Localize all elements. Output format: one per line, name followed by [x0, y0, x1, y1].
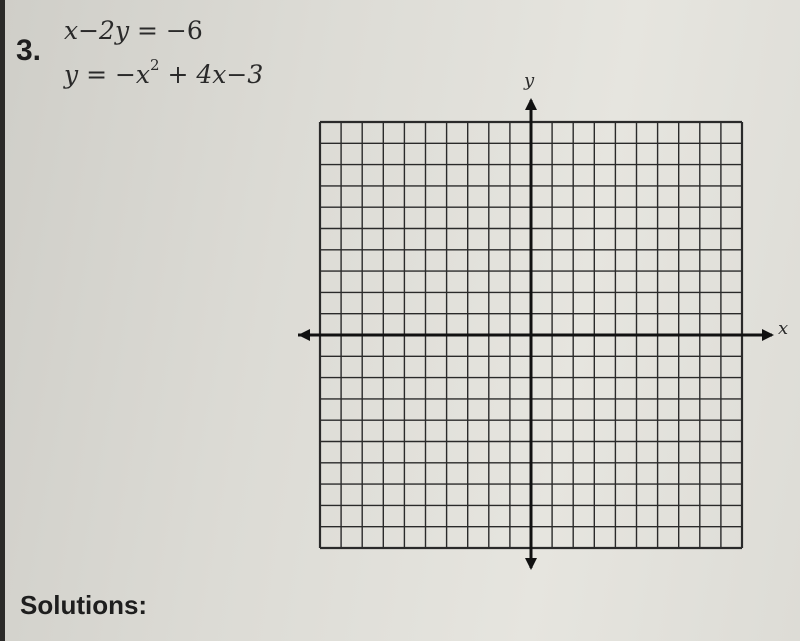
y-axis-arrow-down	[525, 558, 537, 570]
equation-linear-rhs: −6	[165, 16, 203, 45]
equation-linear-lhs: x−2y	[64, 16, 130, 45]
equation-quadratic-prefix: −x	[114, 60, 151, 89]
equation-quadratic-rest: + 4x−3	[159, 60, 264, 89]
y-axis-label: y	[524, 70, 535, 91]
problem-number: 3.	[16, 34, 42, 67]
y-axis-arrow-up	[525, 98, 537, 110]
x-axis-label: x	[778, 318, 789, 339]
solutions-label: Solutions:	[20, 590, 148, 620]
x-axis-arrow-right	[762, 329, 774, 341]
equation-linear: x−2y = −6	[64, 16, 203, 45]
x-axis-arrow-left	[298, 329, 310, 341]
equation-quadratic-exponent: 2	[150, 56, 160, 74]
axes	[298, 98, 774, 570]
equation-quadratic: $y = -x^2 + 4x-3$	[64, 56, 264, 89]
equation-quadratic-y: y	[64, 60, 79, 89]
